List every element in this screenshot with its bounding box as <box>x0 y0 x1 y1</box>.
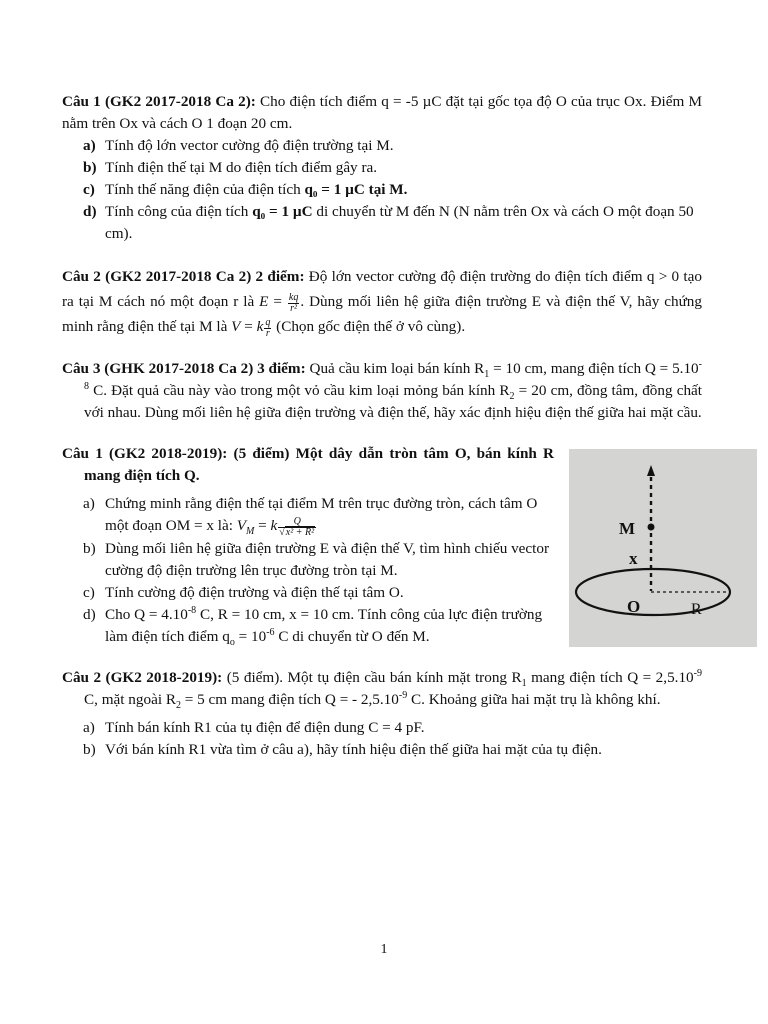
question-heading: Câu 1 (GK2 2018-2019): (5 điểm) Một dây dẫn tròn tâm O, bán kính R mang điện tích Q. <box>62 445 554 484</box>
sub-question-a: a) Chứng minh rằng điện thế tại điểm M trên trục đường tròn, cách tâm O một đoạn OM = x là: $V_M = k$ $\frac{Q}{\text{√x² + R²}}$ <box>83 495 538 538</box>
fraction-kq-r2: $\frac{kq}{\text{r²}}$ <box>288 292 299 314</box>
question-body: Câu 3 (GHK 2017-2018 Ca 2) 3 điểm: Quả cầu kim loại bán kính $R_1 = 10$ cm, mang điện tích $Q = 5.10^{-8}$ C. Đặt quả cầu này vào trong một vỏ cầu kim loại mỏng bán kính $R_2 = 20$ cm, đồng tâm, đồng chất với nhau. Dùng mối liên hệ giữa điện trường và điện thế, hãy xác định hiệu điện thế giữa hai mặt cầu. <box>62 358 702 421</box>
sub-question-a: a) Tính độ lớn vector cường độ điện trường tại M. <box>83 137 394 154</box>
sub-question-c: c) Tính cường độ điện trường và điện thế tại tâm O. <box>83 584 404 601</box>
question-body: Câu 2 (GK2 2017-2018 Ca 2) 2 điểm: Độ lớn vector cường độ điện trường do điện tích điểm q > 0 tạo ra tại M cách nó một đoạn r là E = $\frac{kq}{\text{r²}}$ . Dùng mối liên hệ giữa điện trường E và điện thế V, hãy chứng minh rằng điện thế tại M là V = k $\frac{q}{r}$ (Chọn gốc điện thế ở vô cùng). <box>62 268 702 339</box>
sub-question-c: c) Tính thế năng điện của điện tích q₀ = 1 µC tại M. <box>83 181 408 198</box>
label-o: O <box>627 597 641 616</box>
page-number: 1 <box>380 942 388 957</box>
question-heading: Câu 2 (GK2 2017-2018 Ca 2) 2 điểm: <box>62 268 305 285</box>
sub-question-list <box>62 493 554 648</box>
question-intro: Câu 1 (GK2 2017-2018 Ca 2): Cho điện tích điểm q = -5 µC đặt tại gốc tọa độ O của trục Ox. Điểm M nằm trên Ox và cách O 1 đoạn 20 cm. <box>62 93 702 132</box>
label-x: x <box>629 549 638 568</box>
sub-question-list <box>62 717 702 761</box>
formula-vm: $V_M$ <box>236 517 255 538</box>
question-heading: Câu 2 (GK2 2018-2019): <box>62 669 223 686</box>
question-3-2017 <box>62 358 702 424</box>
question-body: Câu 2 (GK2 2018-2019): (5 điểm). Một tụ điện cầu bán kính mặt trong $R_1$ mang điện tích $Q = 2,5.10^{-9}$ C, mặt ngoài $R_2 = 5$ cm mang điện tích Q = - $2,5.10^{-9}$ C. Khoảng giữa hai mặt trụ là không khí. <box>62 667 702 712</box>
formula-v: V <box>231 318 241 335</box>
sub-question-b: b) Với bán kính R1 vừa tìm ở câu a), hãy tính hiệu điện thế giữa hai mặt của tụ điện. <box>83 741 602 758</box>
fraction-q-r: $\frac{q}{r}$ <box>265 317 271 339</box>
question-heading: Câu 1 (GK2 2017-2018 Ca 2): <box>62 93 256 110</box>
question-2-2018 <box>62 667 702 761</box>
label-r: R <box>691 601 702 618</box>
sub-question-a: a) Tính bán kính R1 của tụ điện để điện dung C = 4 pF. <box>83 719 425 736</box>
ring-diagram <box>569 449 757 647</box>
question-2-2017 <box>62 264 702 339</box>
sub-question-b: b) Dùng mối liên hệ giữa điện trường E và điện thế V, tìm hình chiếu vector cường độ điện trường lên trục đường tròn tại M. <box>83 540 550 579</box>
ring-diagram-figure <box>569 449 757 647</box>
fraction-q-root: $\frac{Q}{\text{√x² + R²}}$ <box>279 516 315 538</box>
sub-question-b: b) Tính điện thế tại M do điện tích điểm gây ra. <box>83 159 378 176</box>
axis-arrowhead <box>647 465 655 476</box>
formula-e: E <box>259 293 269 310</box>
question-heading: Câu 3 (GHK 2017-2018 Ca 2) 3 điểm: <box>62 360 306 377</box>
sub-question-d: d) Cho $Q = 4.10^{-8}$ C, R = 10 cm, x = 10 cm. Tính công của lực điện trường làm điện tích điểm $q_o = 10^{-6}$ C di chuyển từ O đến M. <box>83 604 543 649</box>
exam-page <box>62 91 702 780</box>
question-1-2018 <box>62 443 702 648</box>
point-m <box>648 524 655 531</box>
question-1-2017 <box>62 91 702 245</box>
sub-question-list <box>62 135 702 245</box>
sub-question-d: d) Tính công của điện tích q₀ = 1 µC di chuyển từ M đến N (N nằm trên Ox và cách O một đoạn 50 cm). <box>83 203 694 242</box>
label-m: M <box>619 519 636 538</box>
